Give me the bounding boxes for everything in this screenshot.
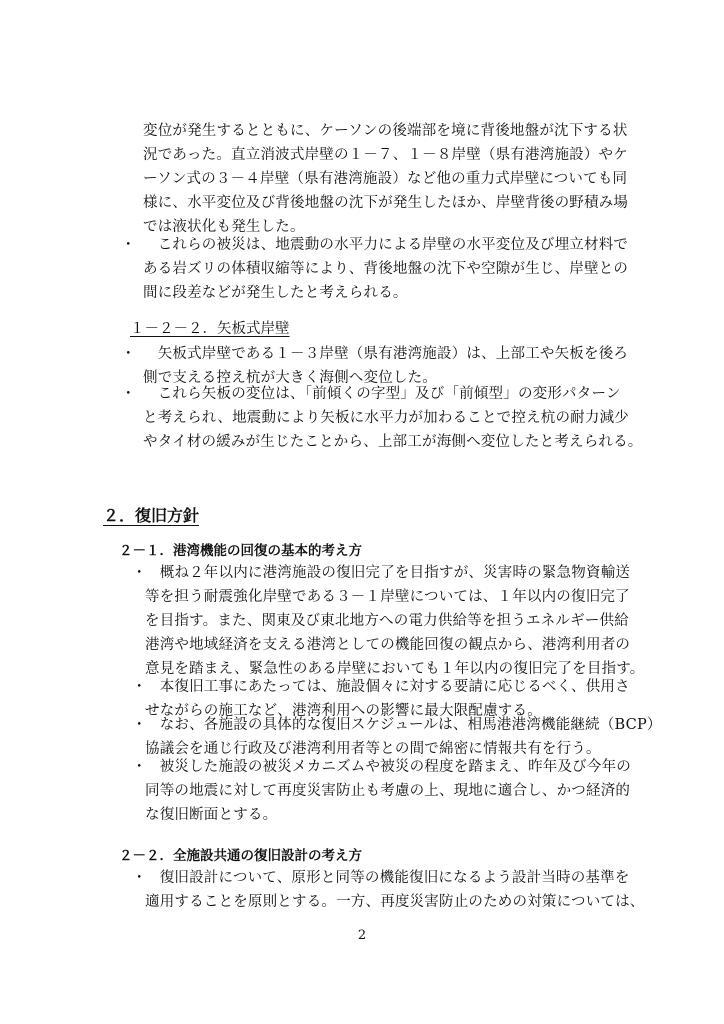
text-line: ある岩ズリの体積収縮等により、背後地盤の沈下や空隙が生じ、岸壁との — [143, 261, 629, 277]
bullet-marker: ・ — [132, 870, 147, 886]
text-line: 適用することを原則とする。一方、再度災害防止のための対策については、 — [145, 894, 645, 910]
sheetpile-heading: １－２－２．矢板式岸壁 — [130, 321, 290, 337]
bullet-marker: ・ — [121, 386, 136, 402]
text-line: これら矢板の変位は、「前傾くの字型」及び「前傾型」の変形パターン — [143, 386, 621, 402]
text-line: なお、各施設の具体的な復旧スケジュールは、相馬港港湾機能継続（BCP） — [145, 717, 662, 733]
text-line: 同等の地震に対して再度災害防止も考慮の上、現地に適合し、かつ経済的 — [145, 783, 631, 799]
text-line: 本復旧工事にあたっては、施設個々に対する要請に応じるべく、供用さ — [145, 679, 630, 695]
text-line: 側で支える控え杭が大きく海側へ変位した。 — [143, 370, 437, 386]
bullet-marker: ・ — [132, 717, 147, 733]
text-line: 況であった。直立消波式岸壁の１－７、１－８岸壁（県有港湾施設）やケ — [143, 147, 628, 163]
recovery-bullet-3 — [145, 713, 662, 761]
bullet-marker: ・ — [132, 759, 147, 775]
text-line: 協議会を通じ行政及び港湾利用者等との間で綿密に情報共有を行う。 — [145, 741, 601, 757]
text-line: な復旧断面とする。 — [145, 807, 278, 823]
recovery-bullet-1 — [145, 561, 645, 681]
recovery-bullet-4 — [145, 755, 631, 827]
bullet-marker: ・ — [121, 346, 136, 362]
text-line: 意見を踏まえ、緊急性のある岸壁においても１年以内の復旧完了を目指す。 — [145, 661, 645, 677]
text-line: これらの被災は、地震動の水平力による岸壁の水平変位及び埋立材料で — [143, 237, 629, 253]
text-line: と考えられ、地震動により矢板に水平力が加わることで控え杭の耐力減少 — [143, 410, 629, 426]
section-heading: ２．復旧方針 — [103, 506, 200, 525]
bullet-marker: ・ — [121, 237, 136, 253]
text-line: を目指す。また、関東及び東北地方への電力供給等を担うエネルギー供給 — [145, 613, 629, 629]
bullet-marker: ・ — [132, 679, 147, 695]
text-line: 等を担う耐震強化岸壁である３－１岸壁については、１年以内の復旧完了 — [145, 589, 630, 605]
sheetpile-bullet-2 — [143, 382, 643, 454]
gravity-damage-bullet — [143, 233, 628, 305]
subsection-heading-2-1: ２－１．港湾機能の回復の基本的考え方 — [119, 543, 362, 559]
subsection-heading-2-2: ２－２．全施設共通の復旧設計の考え方 — [119, 848, 362, 864]
text-line: では液状化も発生した。 — [143, 219, 305, 235]
text-line: 復旧設計について、原形と同等の機能復旧になるよう設計当時の基準を — [145, 870, 630, 886]
bullet-marker: ・ — [132, 565, 147, 581]
text-line: 変位が発生するとともに、ケーソンの後端部を境に背後地盤が沈下する状 — [143, 123, 628, 139]
text-line: せながらの施工など、港湾利用への影響に最大限配慮する。 — [145, 703, 542, 719]
text-line: 港湾や地域経済を支える港湾としての機能回復の観点から、港湾利用者の — [145, 637, 631, 653]
text-line: 矢板式岸壁である１－３岸壁（県有港湾施設）は、上部工や矢板を後ろ — [143, 346, 629, 362]
page-number: 2 — [357, 928, 367, 943]
design-bullet-1 — [145, 866, 645, 914]
text-line: 間に段差などが発生したと考えられる。 — [143, 285, 408, 301]
text-line: やタイ材の緩みが生じたことから、上部工が海側へ変位したと考えられる。 — [143, 434, 643, 450]
text-line: ーソン式の３－４岸壁（県有港湾施設）など他の重力式岸壁についても同 — [143, 171, 628, 187]
continued-paragraph — [143, 119, 628, 239]
text-line: 被災した施設の被災メカニズムや被災の程度を踏まえ、昨年及び今年の — [145, 759, 631, 775]
text-line: 様に、水平変位及び背後地盤の沈下が発生したほか、岸壁背後の野積み場 — [143, 195, 629, 211]
text-line: 概ね２年以内に港湾施設の復旧完了を目指すが、災害時の緊急物資輸送 — [145, 565, 631, 581]
